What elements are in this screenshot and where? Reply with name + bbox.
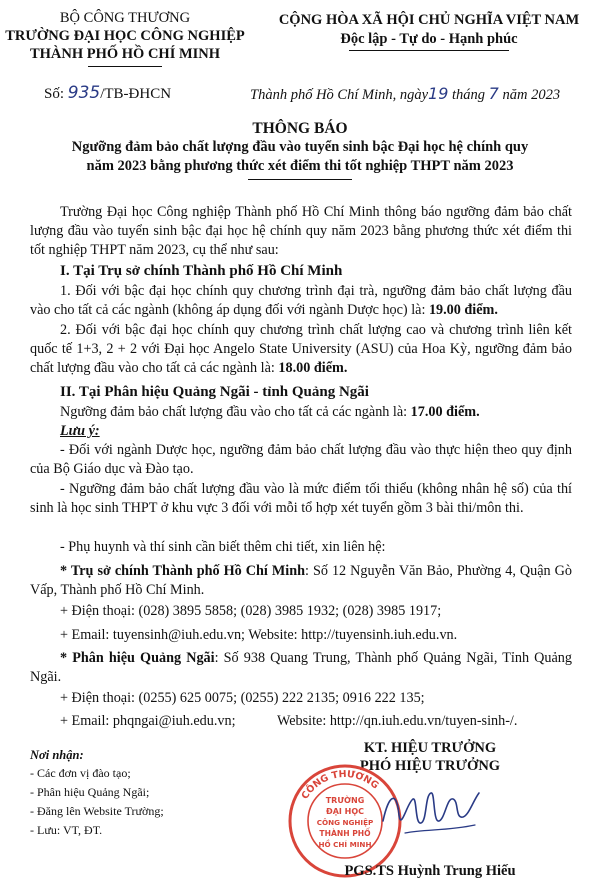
handwritten-signature [375, 773, 485, 843]
section1-heading: I. Tại Trụ sở chính Thành phố Hồ Chí Minh [60, 263, 343, 279]
title-underline [248, 179, 352, 180]
header-right-underline [349, 50, 509, 51]
intro-paragraph: Trường Đại học Công nghiệp Thành phố Hồ Chí Minh thông báo ngưỡng đảm bảo chất lượng đầu vào tuyển sinh bậc đại học hệ chính quy năm 2023 bằng phương thức xét điểm thi tốt nghiệp THPT năm 2023, cụ thể như sau: [30, 204, 572, 258]
note-2: - Ngưỡng đảm bảo chất lượng đầu vào là mức điểm tối thiểu (không nhân hệ số) của thí sinh là học sinh THPT ở khu vực 3 đối với mỗi tổ hợp xét tuyển gồm 3 bài thi/môn thi. [30, 481, 572, 516]
stamp-line: TRƯỜNG [325, 796, 365, 805]
school-name-line1: TRƯỜNG ĐẠI HỌC CÔNG NGHIỆP [5, 28, 245, 44]
document-subtitle-line2: năm 2023 bằng phương thức xét điểm thi tốt nghiệp THPT năm 2023 [86, 158, 514, 174]
signature-title-line1: KT. HIỆU TRƯỞNG [363, 740, 497, 756]
doc-number [44, 83, 171, 103]
item1-score: 19.00 điểm. [428, 302, 498, 318]
branch-website: Website: http://qn.iuh.edu.vn/tuyen-sinh-/. [277, 713, 518, 729]
date-year: năm 2023 [502, 87, 561, 103]
recipient-item: - Phân hiệu Quảng Ngãi; [30, 785, 150, 799]
recipients-heading: Nơi nhận: [30, 748, 84, 762]
signature-title-line2: PHÓ HIỆU TRƯỞNG [359, 758, 501, 774]
branch-label: * Phân hiệu Quảng Ngãi [60, 650, 215, 666]
signature-underline-stroke [405, 825, 475, 833]
section2-heading: II. Tại Phân hiệu Quảng Ngãi - tỉnh Quảng Ngãi [60, 384, 369, 400]
stamp-ring-text: CÔNG THƯƠNG [299, 768, 381, 802]
note-1: - Đối với ngành Dược học, ngưỡng đảm bảo chất lượng đầu vào thực hiện theo quy định của Bộ Giáo dục và Đào tạo. [30, 442, 572, 477]
stamp-line: CÔNG NGHIỆP [316, 818, 374, 827]
signer-name: PGS.TS Huỳnh Trung Hiếu [344, 863, 516, 879]
doc-number-label: Số: [44, 86, 65, 102]
doc-number-handwritten: 935 [67, 83, 101, 103]
country-name: CỘNG HÒA XÃ HỘI CHỦ NGHĨA VIỆT NAM [278, 12, 580, 28]
section2-paragraph [60, 403, 480, 422]
stamp-line: THÀNH PHỐ [319, 829, 371, 838]
signature-stroke [383, 793, 479, 823]
header-left-underline [88, 66, 162, 67]
item2-score: 18.00 điểm. [278, 360, 348, 376]
branch-phone: + Điện thoại: (0255) 625 0075; (0255) 222 2135; 0916 222 135; [60, 690, 425, 706]
hq-email: + Email: tuyensinh@iuh.edu.vn; Website: http://tuyensinh.iuh.edu.vn. [60, 627, 458, 643]
recipient-item: - Lưu: VT, ĐT. [30, 823, 103, 837]
item2-text: 2. Đối với bậc đại học chính quy chương trình chất lượng cao và chương trình liên kết quốc tế 1+3, 2 + 2 với Đại học Angelo State University (ASU) của Hoa Kỳ, ngưỡng đảm bảo chất lượng đầu vào cho tất cả các ngành là: [30, 322, 572, 376]
hq-phone: + Điện thoại: (028) 3895 5858; (028) 3985 1932; (028) 3985 1917; [60, 603, 442, 619]
national-motto: Độc lập - Tự do - Hạnh phúc [340, 31, 518, 47]
branch-address [30, 649, 572, 687]
item1-text: 1. Đối với bậc đại học chính quy chương trình đại trà, ngưỡng đảm bảo chất lượng đầu vào cho tất cả các ngành (không áp dụng đối với ngành Dược học) là: [30, 283, 572, 318]
document-subtitle-line1: Ngưỡng đảm bảo chất lượng đầu vào tuyển sinh bậc Đại học hệ chính quy [71, 139, 529, 155]
doc-number-suffix: /TB-ĐHCN [100, 86, 172, 102]
branch-email: + Email: phqngai@iuh.edu.vn; [60, 713, 236, 729]
section2-text: Ngưỡng đảm bảo chất lượng đầu vào cho tất cả các ngành là: [60, 404, 411, 420]
note-heading: Lưu ý: [60, 423, 100, 439]
document-title: THÔNG BÁO [252, 120, 348, 137]
school-name-line2: THÀNH PHỐ HỒ CHÍ MINH [29, 46, 221, 62]
issue-date [250, 84, 560, 104]
section1-item2 [30, 321, 572, 378]
hq-address [30, 562, 572, 600]
ministry-name: BỘ CÔNG THƯƠNG [59, 10, 191, 26]
hq-address-text: : Số 12 Nguyễn Văn Bảo, Phường 4, Quận Gò Vấp, Thành phố Hồ Chí Minh. [30, 563, 573, 598]
date-prefix: Thành phố Hồ Chí Minh, ngày [250, 87, 429, 103]
date-day: 19 [428, 84, 449, 103]
recipient-item: - Các đơn vị đào tạo; [30, 766, 131, 780]
note-3: - Phụ huynh và thí sinh cần biết thêm chi tiết, xin liên hệ: [60, 539, 386, 555]
date-month: 7 [488, 84, 499, 103]
hq-label: * Trụ sở chính Thành phố Hồ Chí Minh [60, 563, 305, 579]
stamp-line: ĐẠI HỌC [325, 807, 365, 816]
branch-address-text: : Số 938 Quang Trung, Thành phố Quảng Ngãi, Tỉnh Quảng Ngãi. [30, 650, 572, 685]
recipient-item: - Đăng lên Website Trường; [30, 804, 164, 818]
section2-score: 17.00 điểm. [410, 404, 480, 420]
section1-item1 [30, 282, 572, 320]
date-month-label: tháng [452, 87, 486, 103]
stamp-line: HỒ CHÍ MINH [318, 840, 372, 849]
